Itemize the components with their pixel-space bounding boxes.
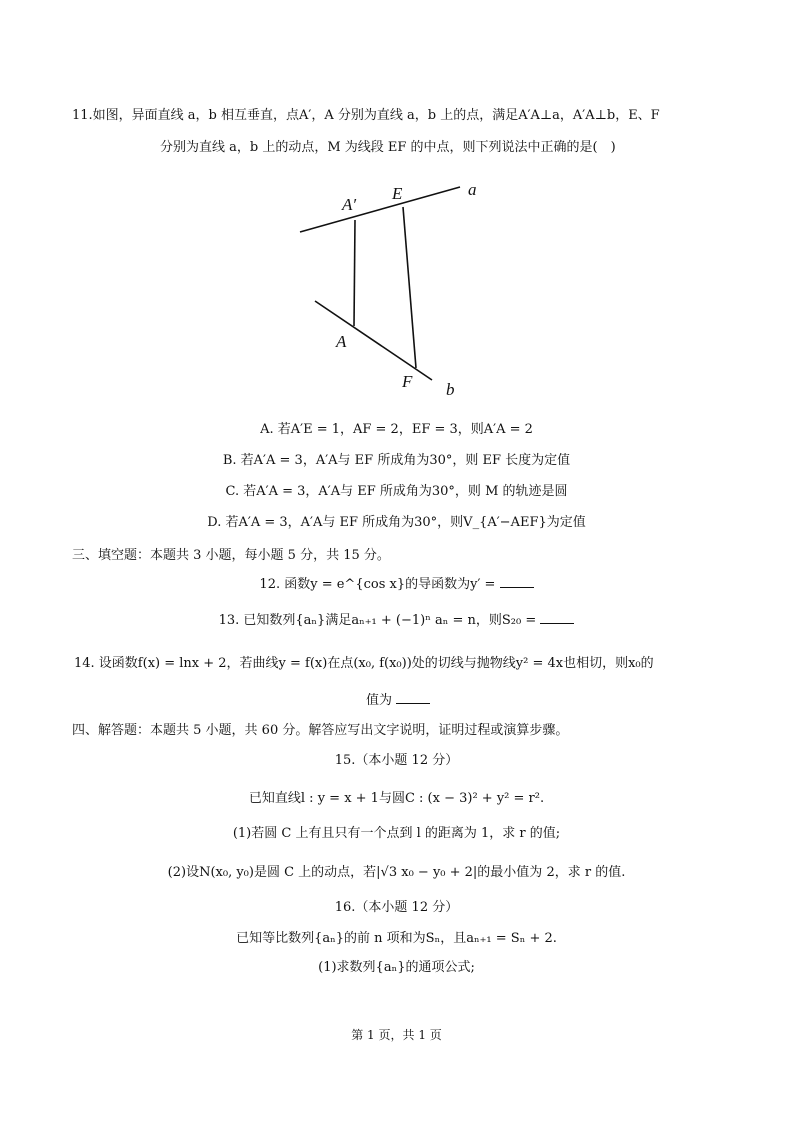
- q11-option-b: B. 若A′A = 3，A′A与 EF 所成角为30°，则 EF 长度为定值: [222, 453, 571, 468]
- q15-part2: (2)设N(x₀, y₀)是圆 C 上的动点，若|√3 x₀ − y₀ + 2|的最小值为 2，求 r 的值.: [167, 865, 626, 880]
- section4-heading: 四、解答题：本题共 5 小题，共 60 分。解答应写出文字说明，证明过程或演算步骤。: [72, 723, 569, 738]
- q11-option-d: D. 若A′A = 3，A′A与 EF 所成角为30°，则V_{A′−AEF}为定值: [207, 515, 586, 530]
- q14-line2: [366, 689, 430, 708]
- label-e: E: [392, 184, 403, 203]
- line-a: [300, 187, 460, 232]
- q12-answer-blank: [500, 575, 534, 588]
- page-footer: 第 1 页，共 1 页: [351, 1028, 442, 1042]
- segment-e-f: [403, 207, 416, 368]
- q14-line2-text: 值为: [366, 693, 393, 708]
- q14-answer-blank: [396, 691, 430, 704]
- label-a-prime: A′: [342, 195, 357, 214]
- segment-a-prime-a: [354, 220, 355, 326]
- q16-stem: 已知等比数列{aₙ}的前 n 项和为Sₙ，且aₙ₊₁ = Sₙ + 2.: [236, 931, 557, 946]
- q15-stem: 已知直线l : y = x + 1与圆C : (x − 3)² + y² = r².: [248, 791, 545, 806]
- q12-text: 12. 函数y = e^{cos x}的导函数为y′ =: [259, 577, 496, 592]
- q11-option-c: C. 若A′A = 3，A′A与 EF 所成角为30°，则 M 的轨迹是圆: [225, 484, 568, 499]
- q15-part1: (1)若圆 C 上有且只有一个点到 l 的距离为 1，求 r 的值;: [232, 826, 561, 841]
- skew-lines-diagram: [290, 175, 490, 400]
- q13-text: 13. 已知数列{aₙ}满足aₙ₊₁ + (−1)ⁿ aₙ = n，则S₂₀ =: [218, 613, 537, 628]
- q13: [0, 609, 793, 628]
- q11-line1: 11.如图，异面直线 a，b 相互垂直，点A′，A 分别为直线 a，b 上的点，满足A′A⊥a，A′A⊥b，E、F: [72, 108, 660, 123]
- q16-title: 16.（本小题 12 分）: [334, 900, 459, 915]
- q16-part1: (1)求数列{aₙ}的通项公式;: [318, 960, 475, 975]
- label-a: A: [336, 332, 347, 351]
- q14-line1: 14. 设函数f(x) = lnx + 2，若曲线y = f(x)在点(x₀, f(x₀))处的切线与抛物线y² = 4x也相切，则x₀的: [74, 656, 654, 671]
- skew-lines-figure: [290, 175, 490, 400]
- q11-option-a: A. 若A′E = 1，AF = 2，EF = 3，则A′A = 2: [260, 422, 533, 437]
- label-line-b: b: [446, 380, 455, 399]
- q12: [0, 573, 793, 592]
- label-f: F: [402, 372, 413, 391]
- label-line-a: a: [468, 180, 477, 199]
- section3-heading: 三、填空题：本题共 3 小题，每小题 5 分，共 15 分。: [72, 548, 390, 563]
- q13-answer-blank: [540, 611, 574, 624]
- q15-title: 15.（本小题 12 分）: [334, 753, 459, 768]
- q11-line2: 分别为直线 a，b 上的动点，M 为线段 EF 的中点，则下列说法中正确的是( ): [160, 140, 616, 155]
